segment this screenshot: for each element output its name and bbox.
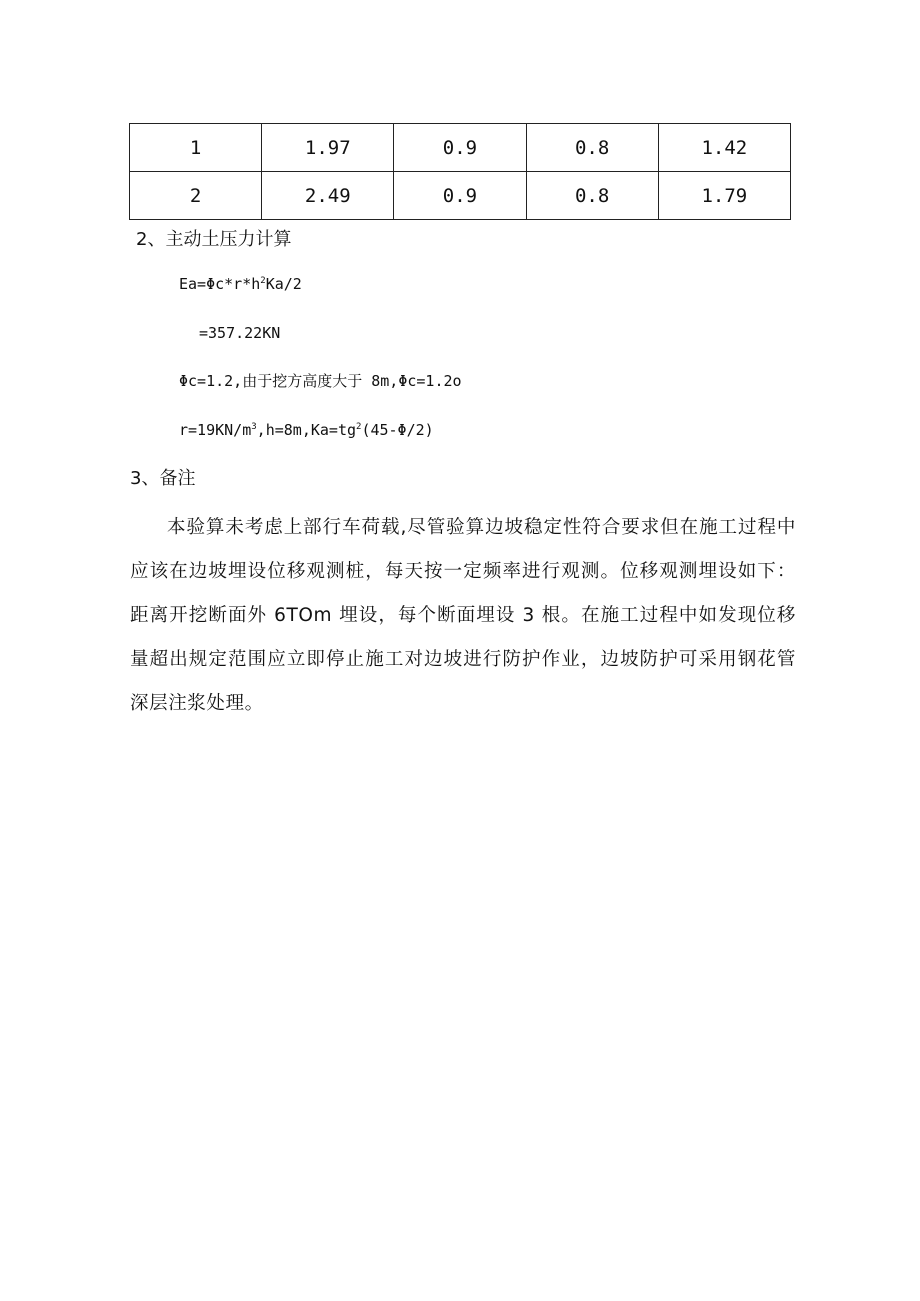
table-cell: 1.79 [658, 172, 790, 220]
table-cell: 0.8 [526, 124, 658, 172]
table-cell: 1.42 [658, 124, 790, 172]
table-cell: 0.9 [394, 124, 526, 172]
formula-superscript: 3 [251, 422, 257, 432]
formula-text: Ea=Φc*r*h [179, 275, 261, 293]
formula-coefficient: Φc=1.2,由于挖方高度大于 8m,Φc=1.2o [179, 372, 462, 390]
data-table [129, 123, 791, 220]
section-3-heading: 3、备注 [130, 468, 196, 489]
table-row [130, 172, 791, 220]
table-cell: 1.97 [262, 124, 394, 172]
formula-parameters [179, 418, 434, 442]
table-cell: 2 [130, 172, 262, 220]
remarks-paragraph: 本验算未考虑上部行车荷载,尽管验算边坡稳定性符合要求但在施工过程中应该在边坡埋设位移观测桩，每天按一定频率进行观测。位移观测埋设如下：距离开挖断面外 6TOm 埋设，每个断面埋设 3 根。在施工过程中如发现位移量超出规定范围应立即停止施工对边坡进行防护作业，边坡防护可采用钢花管深层注浆处理。 [130, 517, 796, 714]
table-cell: 0.9 [394, 172, 526, 220]
table-row [130, 124, 791, 172]
formula-text: (45-Φ/2) [361, 421, 434, 439]
formula-earth-pressure [179, 272, 302, 296]
formula-superscript: 2 [356, 422, 362, 432]
table-cell: 1 [130, 124, 262, 172]
formula-result: =357.22KN [199, 324, 281, 342]
formula-text: ,h=8m,Ka=tg [256, 421, 357, 439]
formula-superscript: 2 [260, 276, 266, 286]
formula-text: r=19KN/m [179, 421, 252, 439]
table-cell: 2.49 [262, 172, 394, 220]
section-2-heading: 2、主动土压力计算 [136, 229, 292, 250]
table-cell: 0.8 [526, 172, 658, 220]
formula-text: Ka/2 [265, 275, 302, 293]
